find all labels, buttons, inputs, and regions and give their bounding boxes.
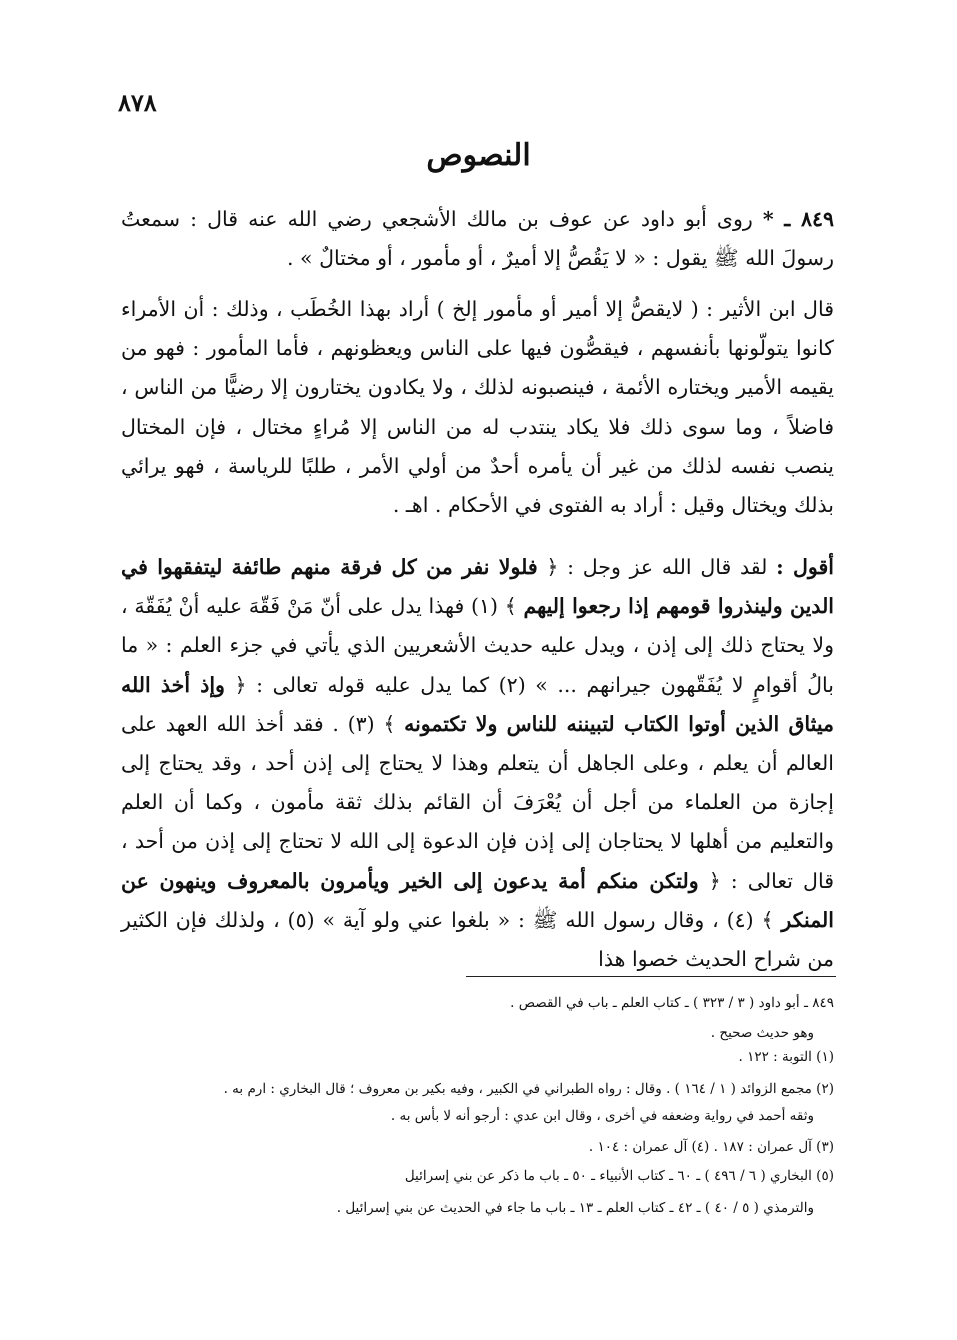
- commentary-text: ﴾ (١) فهذا يدل على أنّ مَنْ فَقّهَ عليه أنْ يُفَقّهَ ، ولا يحتاج ذلك إلى إذن ، ويدل عليه حديث الأشعريين الذي يأتي في جزء العلم : « ما بالُ أقوامٍ لا يُفَقّهون جيرانهم ... » (٢) كما يدل عليه قوله تعالى : ﴿: [121, 594, 834, 697]
- footnote: والترمذي ( ٥ / ٤٠ ) ـ ٤٢ ـ كتاب العلم ـ ١٣ ـ باب ما جاء في الحديث عن بني إسرائيل .: [336, 1200, 814, 1216]
- footnote: (٢) مجمع الزوائد ( ١ / ١٦٤ ) . وقال : رواه الطبراني في الكبير ، وفيه بكير بن معروف ؛ قال البخاري : ارم به .: [223, 1081, 834, 1097]
- commentary-text: ﴾ (٤) ، وقال رسول الله ﷺ : « بلغوا عني ولو آية » (٥) ، ولذلك فإن الكثير من شراح الحديث خصوا هذا: [121, 907, 834, 972]
- footnote: (٥) البخاري ( ٦ / ٤٩٦ ) ـ ٦٠ ـ كتاب الأنبياء ـ ٥٠ ـ باب ما ذكر عن بني إسرائيل: [404, 1168, 834, 1184]
- footnote: وهو حديث صحيح .: [710, 1025, 814, 1041]
- hadith-text: روى أبو داود عن عوف بن مالك الأشجعي رضي الله عنه قال : سمعتُ رسولَ الله ﷺ يقول : « لا يَقُصُّ إلا أميرٌ ، أو مأمور ، أو مختالٌ » .: [121, 207, 834, 271]
- footnote: (١) التوبة : ١٢٢ .: [738, 1049, 834, 1065]
- footnote: ٨٤٩ ـ أبو داود ( ٣ / ٣٢٣ ) ـ كتاب العلم ـ باب في القصص .: [510, 995, 834, 1011]
- page-title: النصوص: [426, 138, 531, 173]
- page-number: ٨٧٨: [118, 88, 157, 117]
- footnote-divider: [466, 976, 836, 977]
- footnote: وثقه أحمد في رواية وضعفه في أخرى ، وقال ابن عدي : أرجو أنه لا بأس به .: [390, 1108, 814, 1124]
- quran-verse: ولتكن منكم أمة يدعون إلى الخير ويأمرون بالمعروف وينهون عن المنكر: [121, 868, 835, 932]
- commentary-paragraph: [121, 548, 834, 979]
- footnote: (٣) آل عمران : ١٨٧ . (٤) آل عمران : ١٠٤ .: [588, 1139, 834, 1155]
- commentary-text: ﴾ (٣) . فقد أخذ الله العهد على العالم أن يعلم ، وعلى الجاهل أن يتعلم وهذا لا يحتاج إلى إذن أحد ، وقد يحتاج إلى إجازة من العلماء من أجل أن يُعْرَفَ أن القائم بذلك ثقة مأمون ، وكما أن العلم والتعليم من أهلها لا يحتاجان إلى إذن فإن الدعوة إلى الله لا تحتاج إلى إذن من أحد ، قال تعالى : ﴿: [121, 711, 834, 893]
- ibn-athir-paragraph: قال ابن الأثير : ( لايقصُّ إلا أمير أو مأمور إلخ ) أراد بهذا الخُطَب ، وذلك : أن الأمراء كانوا يتولّونها بأنفسهم ، فيقصُّون فيها على الناس ويعظونهم ، فأما المأمور : فهو من يقيمه الأمير ويختاره الأئمة ، فينصبونه لذلك ، ولا يكادون يختارون إلا رضيًّا من الناس ، فاضلاً ، وما سوى ذلك فلا يكاد ينتدب له من الناس إلا مُراءٍ مختال ، فإن المختال ينصب نفسه لذلك من غير أن يأمره أحدٌ من أولي الأمر ، طلبًا للرياسة ، فهو يرائي بذلك ويختال وقيل : أراد به الفتوى في الأحكام . اهـ .: [121, 297, 834, 518]
- hadith-paragraph: [121, 200, 834, 278]
- hadith-number: ٨٤٩ ـ *: [762, 207, 834, 231]
- quran-verse: وإذ أخذ الله ميثاق الذين أوتوا الكتاب لتبيننه للناس ولا تكتمونه: [121, 672, 835, 736]
- commentary-lead: أقول :: [776, 555, 835, 579]
- quran-verse: فلولا نفر من كل فرقة منهم طائفة ليتفقهوا في الدين ولينذروا قومهم إذا رجعوا إليهم: [121, 555, 835, 619]
- commentary-text: لقد قال الله عز وجل : ﴿: [537, 555, 777, 579]
